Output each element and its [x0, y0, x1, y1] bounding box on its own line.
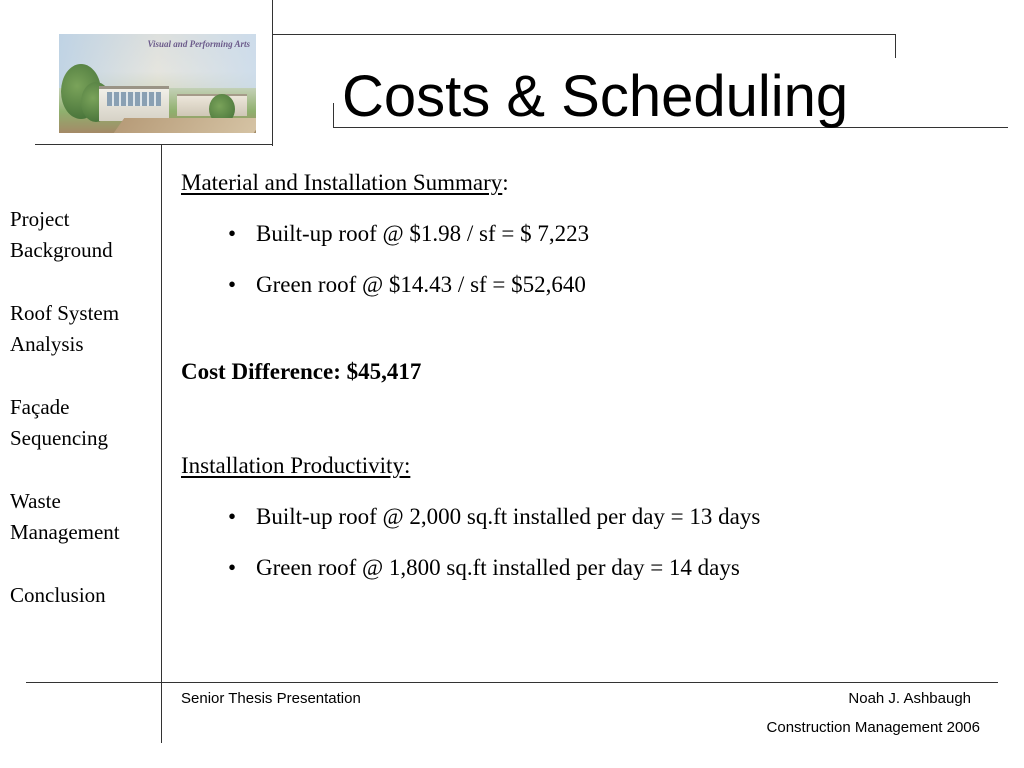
list-item	[228, 221, 589, 247]
productivity-heading-text: Installation Productivity:	[181, 453, 411, 478]
footer-rule	[26, 682, 998, 683]
list-item	[228, 555, 740, 581]
sidebar-item-roof-system-analysis[interactable]: Roof System Analysis	[10, 301, 120, 356]
summary-heading-text: Material and Installation Summary	[181, 170, 503, 195]
list-item-text: Green roof @ $14.43 / sf = $52,640	[256, 272, 586, 297]
sidebar-vertical-divider	[161, 145, 162, 743]
cost-difference: Cost Difference: $45,417	[181, 359, 422, 384]
bullet-icon: •	[228, 272, 237, 297]
header-vertical-divider	[272, 0, 273, 146]
list-item-text: Built-up roof @ 2,000 sq.ft installed per day = 13 days	[256, 504, 761, 529]
page-title: Costs & Scheduling	[342, 64, 849, 129]
sidebar-nav	[10, 204, 158, 643]
logo-path	[114, 118, 256, 133]
list-item	[228, 272, 586, 298]
sidebar-item-project-background[interactable]: Project Background	[10, 207, 113, 262]
productivity-heading	[181, 453, 410, 479]
sidebar-item-facade-sequencing[interactable]: Façade Sequencing	[10, 395, 108, 450]
title-top-rule-tick	[895, 34, 896, 58]
footer-department: Construction Management 2006	[766, 719, 980, 736]
logo-underline	[35, 144, 273, 145]
logo-image	[59, 34, 256, 133]
title-top-rule	[272, 34, 896, 35]
list-item-text: Built-up roof @ $1.98 / sf = $ 7,223	[256, 221, 590, 246]
summary-heading	[181, 170, 509, 196]
list-item	[228, 504, 760, 530]
title-bottom-rule-tick	[333, 103, 334, 128]
sidebar-item-conclusion[interactable]: Conclusion	[10, 583, 106, 607]
bullet-icon: •	[228, 221, 237, 246]
logo-text: Visual and Performing Arts	[147, 39, 250, 49]
sidebar-item-waste-management[interactable]: Waste Management	[10, 489, 120, 544]
logo-building-windows	[107, 92, 161, 106]
bullet-icon: •	[228, 555, 237, 580]
footer-author-name: Noah J. Ashbaugh	[848, 690, 971, 707]
list-item-text: Green roof @ 1,800 sq.ft installed per day = 14 days	[256, 555, 740, 580]
footer-left-text: Senior Thesis Presentation	[181, 690, 361, 707]
summary-heading-colon: :	[502, 170, 509, 195]
bullet-icon: •	[228, 504, 237, 529]
